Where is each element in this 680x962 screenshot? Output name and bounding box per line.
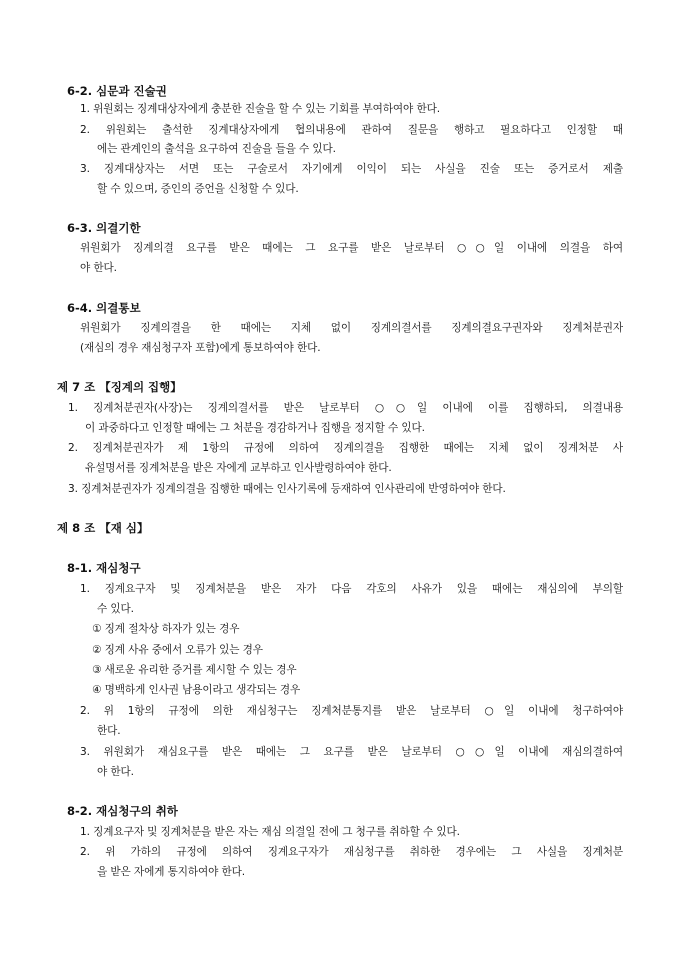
section-6-2-item-3-line-1: 3. 징계대상자는 서면 또는 구술로서 자기에게 이익이 되는 사실을 진술 또는 증거로서 제출 [80, 163, 623, 175]
article-7-item-1-line-1: 1. 징계처분권자(사장)는 징계의결서를 받은 날로부터 ○○일 이내에 이를 집행하되, 의결내용 [68, 402, 623, 414]
section-8-1-item-1-line-1: 1. 징계요구자 및 징계처분을 받은 자가 다음 각호의 사유가 있을 때에는 재심의에 부의할 [80, 583, 623, 595]
section-6-2-heading: 6-2. 심문과 진술권 [67, 84, 167, 98]
section-8-2-item-2-line-2: 을 받은 자에게 통지하여야 한다. [97, 866, 246, 878]
section-6-3-line-1: 위원회가 징계의결 요구를 받은 때에는 그 요구를 받은 날로부터 ○○일 이내에 의결을 하여 [80, 242, 623, 254]
section-6-3-heading: 6-3. 의결기한 [67, 221, 141, 235]
section-8-1-item-2-line-1: 2. 위 1항의 규정에 의한 재심청구는 징계처분통지를 받은 날로부터 ○일 이내에 청구하여야 [80, 705, 623, 717]
article-7-heading: 제 7 조 【징계의 집행】 [57, 380, 182, 394]
section-8-1-clause-2: ② 징계 사유 중에서 오류가 있는 경우 [92, 644, 263, 656]
section-8-1-clause-4: ④ 명백하게 인사권 남용이라고 생각되는 경우 [92, 684, 301, 696]
section-6-3-line-2: 야 한다. [80, 262, 117, 274]
article-7-item-1-line-2: 이 과중하다고 인정할 때에는 그 처분을 경감하거나 집행을 정지할 수 있다. [85, 422, 425, 434]
section-8-1-item-1-line-2: 수 있다. [97, 603, 134, 615]
section-8-1-clause-3: ③ 새로운 유리한 증거를 제시할 수 있는 경우 [92, 664, 297, 676]
section-6-4-line-1: 위원회가 징계의결을 한 때에는 지체 없이 징계의결서를 징계의결요구권자와 징계처분권자 [80, 322, 623, 334]
article-7-item-3: 3. 징계처분권자가 징계의결을 집행한 때에는 인사기록에 등재하여 인사관리에 반영하여야 한다. [68, 483, 506, 495]
section-8-2-item-2-line-1: 2. 위 가하의 규정에 의하여 징계요구자가 재심청구를 취하한 경우에는 그 사실을 징계처분 [80, 846, 623, 858]
section-6-4-heading: 6-4. 의결통보 [67, 301, 141, 315]
article-8-heading: 제 8 조 【재 심】 [57, 521, 149, 535]
section-8-1-item-3-line-1: 3. 위원회가 재심요구를 받은 때에는 그 요구를 받은 날로부터 ○○일 이내에 재심의결하여 [80, 746, 623, 758]
section-6-2-item-1: 1. 위원회는 징계대상자에게 충분한 진술을 할 수 있는 기회를 부여하여야 한다. [80, 103, 440, 115]
section-6-2-item-3-line-2: 할 수 있으며, 증인의 증언을 신청할 수 있다. [97, 183, 299, 195]
section-6-4-line-2: (재심의 경우 재심청구자 포함)에게 통보하여야 한다. [80, 342, 321, 354]
section-8-1-item-3-line-2: 야 한다. [97, 766, 134, 778]
section-6-2-item-2-line-1: 2. 위원회는 출석한 징계대상자에게 협의내용에 관하여 질문을 행하고 필요하다고 인정할 때 [80, 124, 623, 136]
section-8-1-clause-1: ① 징계 절차상 하자가 있는 경우 [92, 623, 240, 635]
section-8-2-item-1: 1. 징계요구자 및 징계처분을 받은 자는 재심 의결일 전에 그 청구를 취하할 수 있다. [80, 826, 460, 838]
section-6-2-item-2-line-2: 에는 관계인의 출석을 요구하여 진술을 들을 수 있다. [97, 143, 336, 155]
article-7-item-2-line-2: 유설명서를 징계처분을 받은 자에게 교부하고 인사발령하여야 한다. [85, 462, 392, 474]
section-8-1-item-2-line-2: 한다. [97, 725, 121, 737]
section-8-2-heading: 8-2. 재심청구의 취하 [67, 804, 178, 818]
section-8-1-heading: 8-1. 재심청구 [67, 561, 141, 575]
article-7-item-2-line-1: 2. 징계처분권자가 제 1항의 규정에 의하여 징계의결을 집행한 때에는 지체 없이 징계처분 사 [68, 442, 623, 454]
